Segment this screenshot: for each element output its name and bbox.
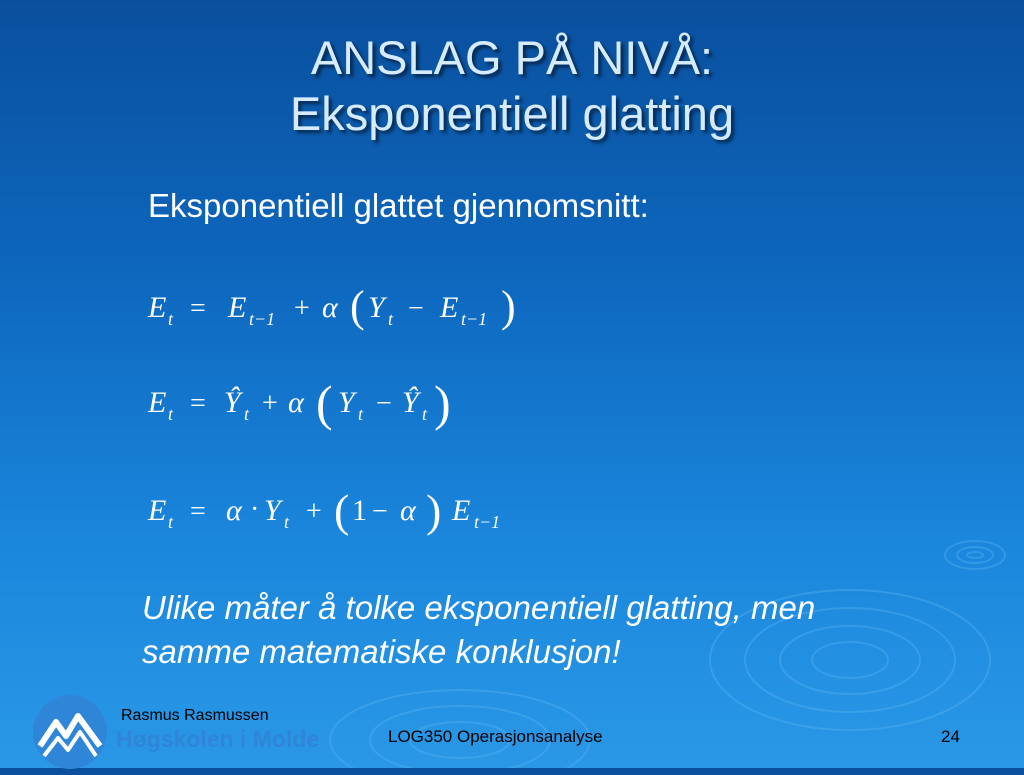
f2-sub-t4: t bbox=[422, 404, 428, 424]
f2-sub-t2: t bbox=[244, 404, 250, 424]
note-line-2: samme matematiske konklusjon! bbox=[142, 633, 621, 670]
f1-plus: + bbox=[294, 293, 310, 324]
f1-minus: − bbox=[408, 293, 424, 324]
f1-sub-t2: t bbox=[388, 309, 394, 329]
f3-eq: = bbox=[190, 496, 206, 527]
footer-course: LOG350 Operasjonsanalyse bbox=[388, 727, 603, 746]
f3-lparen: ( bbox=[334, 485, 350, 536]
f1-alpha: α bbox=[322, 291, 338, 324]
slide-note bbox=[142, 586, 982, 674]
f1-E2: E bbox=[228, 291, 247, 324]
f3-sub-tm1: t−1 bbox=[474, 512, 501, 532]
slide-title bbox=[0, 30, 1024, 142]
f3-one: 1 bbox=[352, 494, 367, 527]
page-number: 24 bbox=[941, 727, 960, 746]
title-line-1: ANSLAG PÅ NIVÅ: bbox=[310, 31, 714, 84]
f1-eq: = bbox=[190, 293, 206, 324]
f1-rparen: ) bbox=[501, 282, 516, 331]
formula-1 bbox=[146, 275, 666, 345]
f1-sub-tm1-2: t−1 bbox=[461, 309, 488, 329]
f1-Y: Y bbox=[368, 291, 385, 324]
f3-dot: · bbox=[250, 494, 260, 525]
f1-sub-t: t bbox=[168, 309, 174, 329]
f3-minus: − bbox=[372, 496, 388, 527]
mountain-logo-icon bbox=[32, 694, 108, 770]
f2-E: E bbox=[148, 386, 167, 419]
f2-sub-t3: t bbox=[358, 404, 364, 424]
f2-Y: Y bbox=[338, 386, 355, 419]
f3-Y: Y bbox=[264, 494, 281, 527]
f2-minus: − bbox=[376, 388, 392, 419]
f2-sub-t: t bbox=[168, 404, 174, 424]
f3-E2: E bbox=[452, 494, 471, 527]
f1-E: E bbox=[148, 291, 167, 324]
f2-Yhat: Ŷ bbox=[224, 386, 241, 419]
f3-sub-t: t bbox=[168, 512, 174, 532]
f3-rparen: ) bbox=[426, 485, 442, 536]
f3-alpha2: α bbox=[400, 494, 416, 527]
f1-sub-tm1: t−1 bbox=[249, 309, 276, 329]
f2-plus: + bbox=[262, 388, 278, 419]
f2-alpha: α bbox=[288, 386, 304, 419]
f2-eq: = bbox=[190, 388, 206, 419]
formula-3 bbox=[146, 478, 666, 548]
footer-author: Rasmus Rasmussen bbox=[121, 707, 269, 724]
slide-subtitle: Eksponentiell glattet gjennomsnitt: bbox=[148, 187, 649, 224]
f2-lparen: ( bbox=[316, 375, 333, 431]
f1-E3: E bbox=[440, 291, 459, 324]
title-line-2: Eksponentiell glatting bbox=[289, 87, 735, 140]
f3-alpha: α bbox=[226, 494, 242, 527]
footer-org: Høgskolen i Molde bbox=[116, 726, 320, 752]
f1-lparen: ( bbox=[350, 282, 365, 331]
f2-rparen: ) bbox=[434, 375, 451, 431]
f3-plus: + bbox=[306, 496, 322, 527]
f3-sub-t2: t bbox=[284, 512, 290, 532]
f2-Yhat2: Ŷ bbox=[402, 386, 419, 419]
formula-2 bbox=[146, 370, 666, 440]
f3-E: E bbox=[148, 494, 167, 527]
note-line-1: Ulike måter å tolke eksponentiell glatting, men bbox=[142, 589, 816, 626]
